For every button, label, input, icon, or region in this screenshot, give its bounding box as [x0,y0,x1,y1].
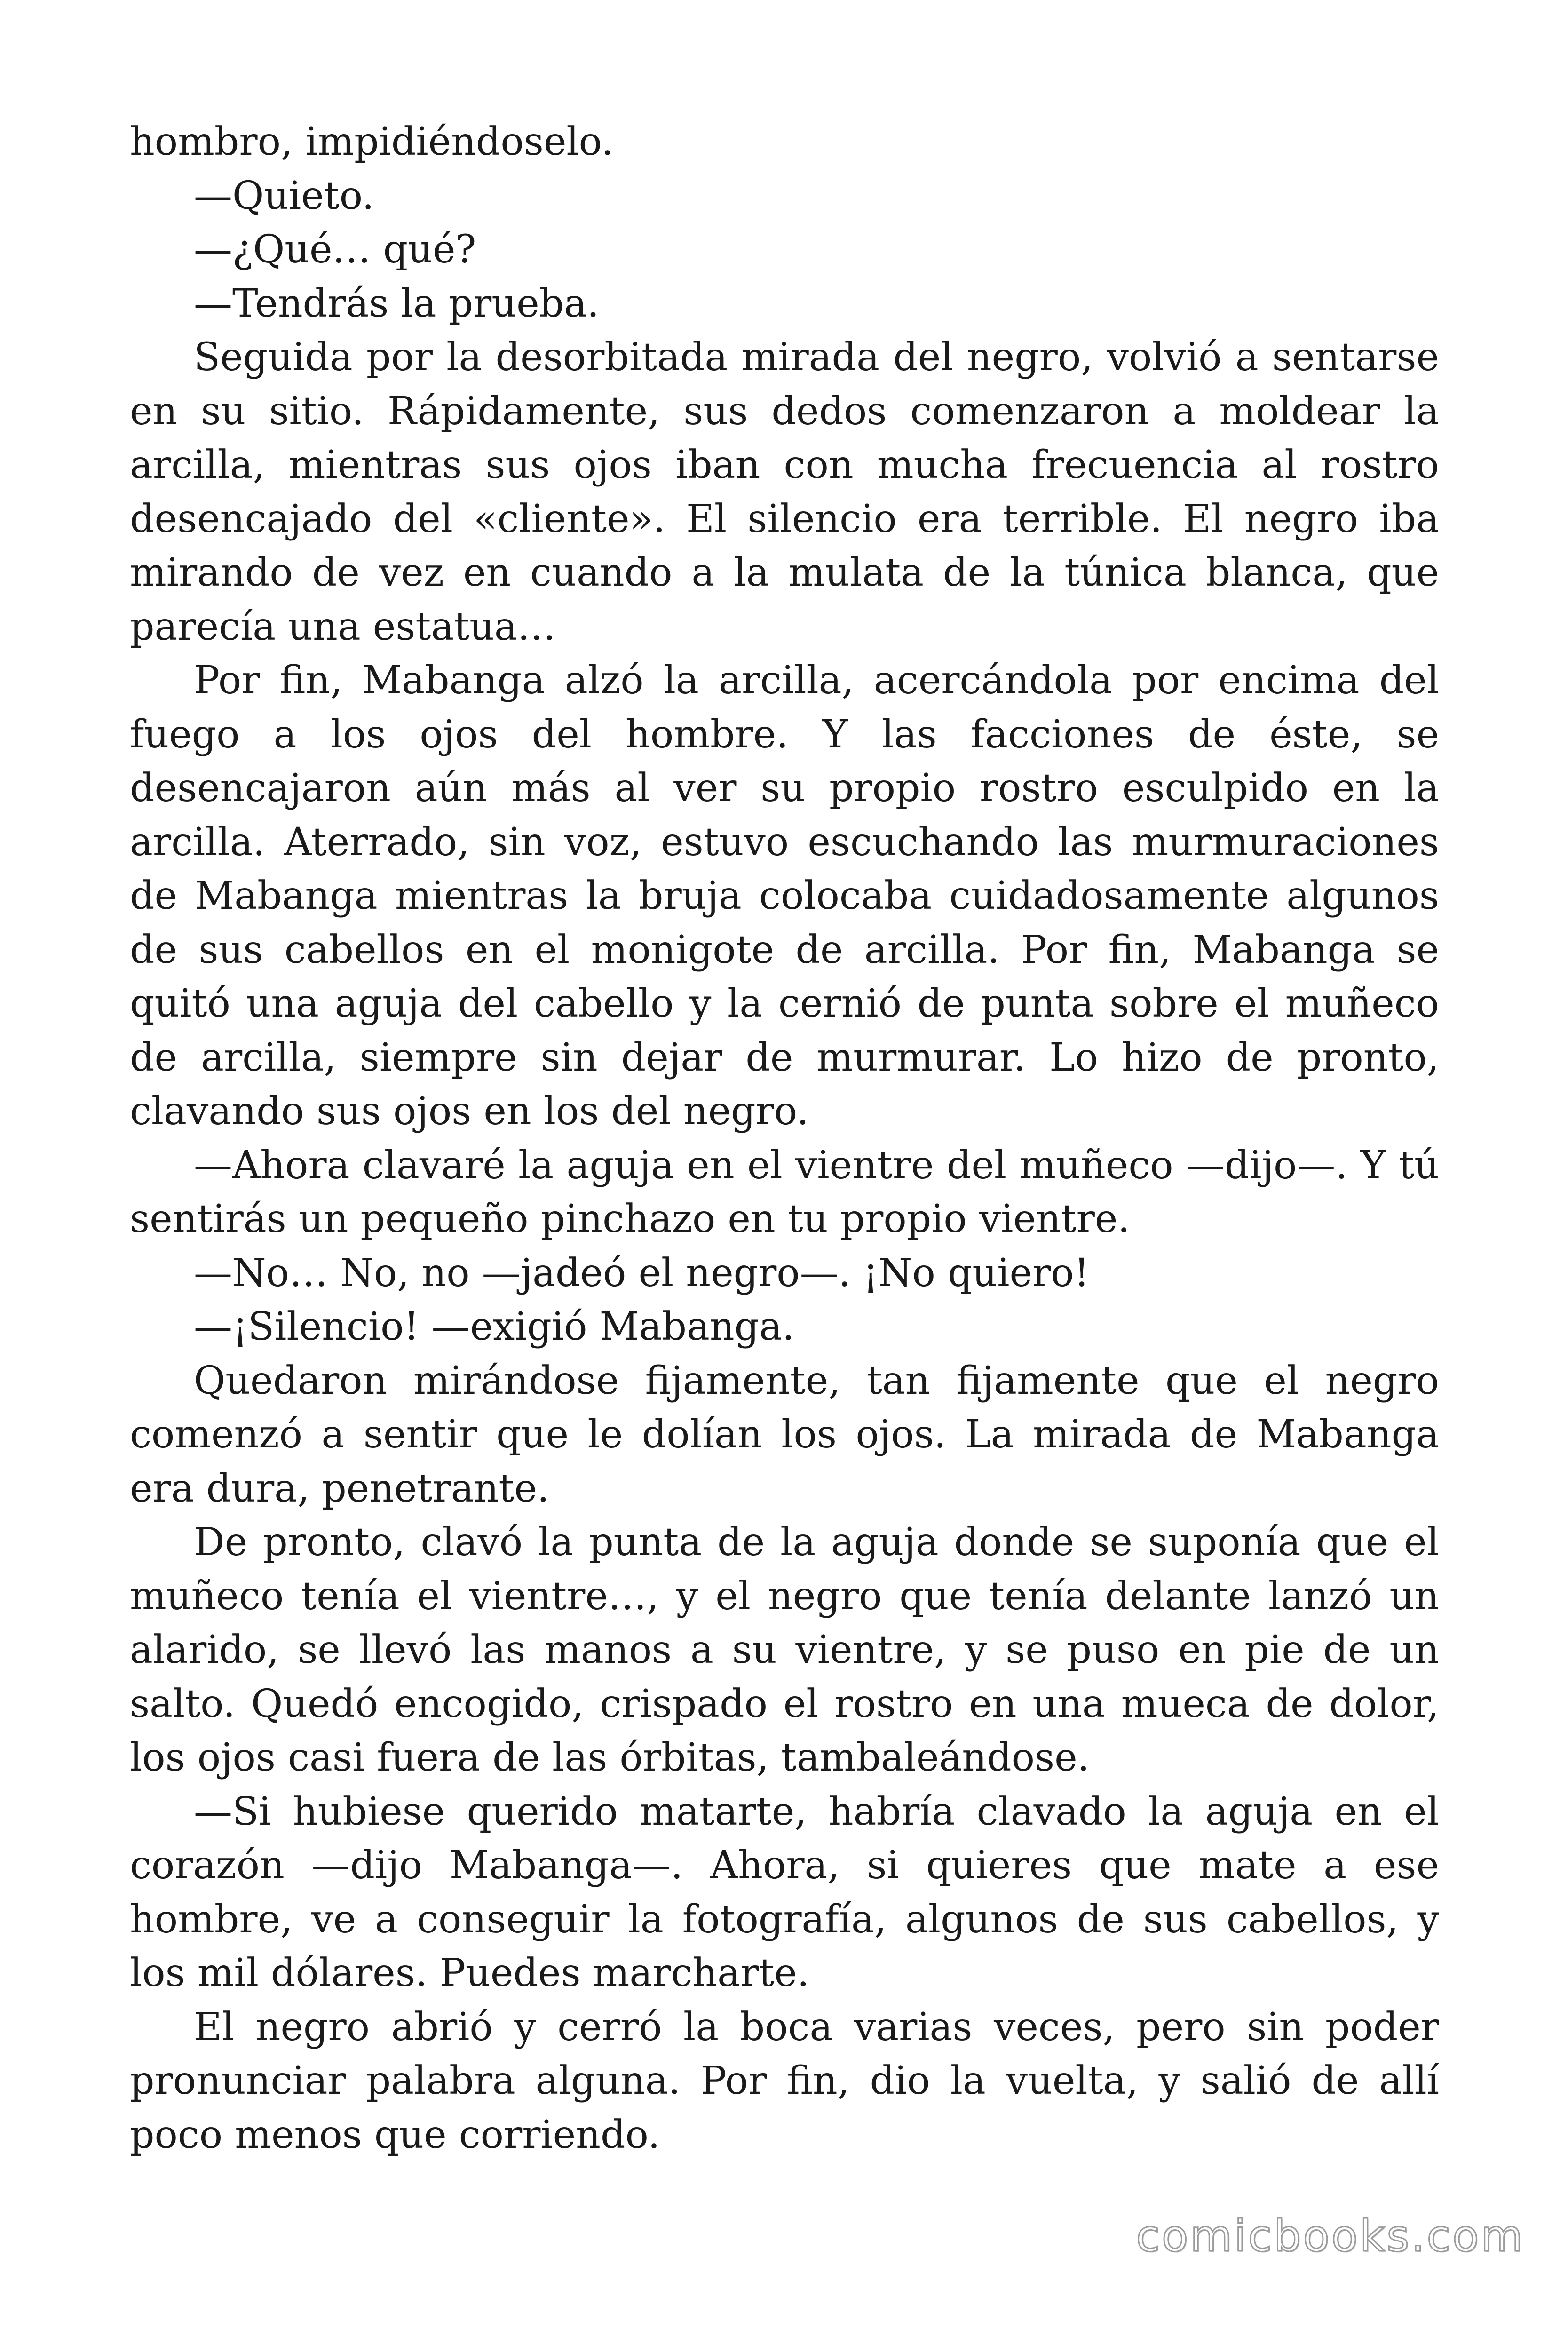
paragraph-dialogue: —Ahora clavaré la aguja en el vientre del muñeco —dijo—. Y tú sentirás un pequeño pinchazo en tu propio vientre. [130,1143,1439,1241]
paragraph-dialogue: —¿Qué… qué? [194,227,476,272]
paragraph: De pronto, clavó la punta de la aguja donde se suponía que el muñeco tenía el vientre…, y el negro que tenía delante lanzó un alarido, se llevó las manos a su vientre, y se puso en pie de un salto. Quedó encogido, crispado el rostro en una mueca de dolor, los ojos casi fuera de las órbitas, tambaleándose. [130,1520,1439,1780]
paragraph-dialogue: —¡Silencio! —exigió Mabanga. [194,1304,795,1349]
paragraph-dialogue: —No… No, no —jadeó el negro—. ¡No quiero! [194,1250,1090,1295]
paragraph: Seguida por la desorbitada mirada del negro, volvió a sentarse en su sitio. Rápidamente, sus dedos comenzaron a moldear la arcilla, mientras sus ojos iban con mucha frecuencia al rostro desencajado del «cliente». El silencio era terrible. El negro iba mirando de vez en cuando a la mulata de la túnica blanca, que parecía una estatua… [130,335,1439,649]
paragraph-dialogue: —Tendrás la prueba. [194,281,600,326]
paragraph: El negro abrió y cerró la boca varias veces, pero sin poder pronunciar palabra alguna. Por fin, dio la vuelta, y salió de allí poco menos que corriendo. [130,2004,1439,2157]
body-text [130,115,1439,2162]
watermark: comicbooks.com [1136,2211,1525,2261]
paragraph: Por fin, Mabanga alzó la arcilla, acercándola por encima del fuego a los ojos del hombre. Y las facciones de éste, se desencajaron aún más al ver su propio rostro esculpido en la arcilla. Aterrado, sin voz, estuvo escuchando las murmuraciones de Mabanga mientras la bruja colocaba cuidadosamente algunos de sus cabellos en el monigote de arcilla. Por fin, Mabanga se quitó una aguja del cabello y la cernió de punta sobre el muñeco de arcilla, siempre sin dejar de murmurar. Lo hizo de pronto, clavando sus ojos en los del negro. [130,658,1439,1134]
paragraph-continuation: hombro, impidiéndoselo. [130,119,614,164]
paragraph-dialogue: —Si hubiese querido matarte, habría clavado la aguja en el corazón —dijo Mabanga—. Ahora, si quieres que mate a ese hombre, ve a conseguir la fotografía, algunos de sus cabellos, y los mil dólares. Puedes marcharte. [130,1789,1439,1995]
paragraph-dialogue: —Quieto. [194,173,374,218]
paragraph: Quedaron mirándose fijamente, tan fijamente que el negro comenzó a sentir que le dolían los ojos. La mirada de Mabanga era dura, penetrante. [130,1358,1439,1511]
